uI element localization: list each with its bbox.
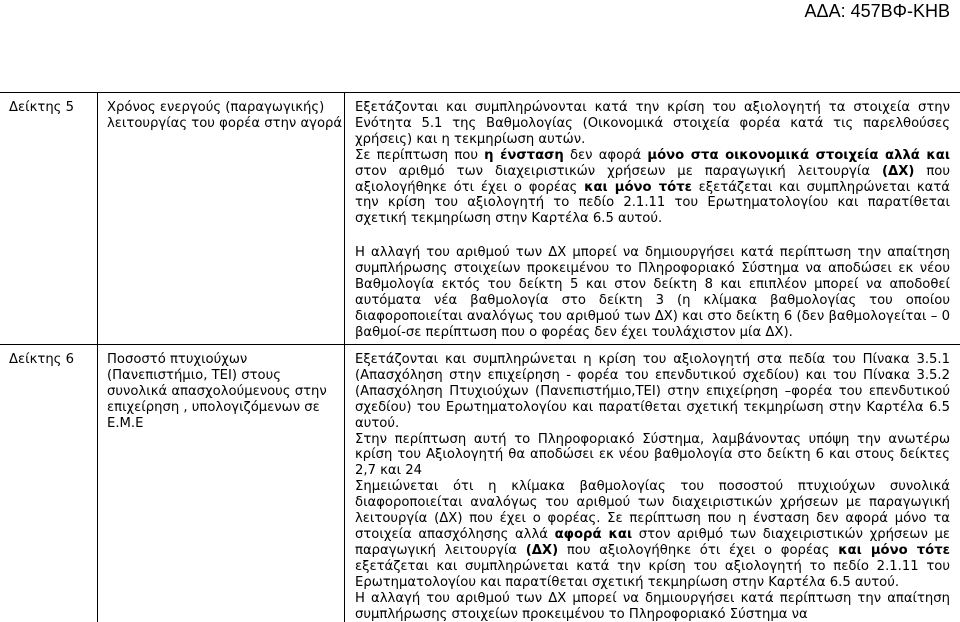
- text-run: στον αριθμό των διαχειριστικών χρήσεων με παραγωγική λειτουργία: [355, 526, 950, 558]
- indicator-description: Χρόνος ενεργούς (παραγωγικής) λειτουργίας του φορέα στην αγορά: [98, 93, 345, 345]
- indicator-instructions: [345, 345, 960, 622]
- paragraph-objection: [355, 148, 950, 228]
- emphasis: μόνο στα οικονομικά στοιχεία αλλά και: [647, 147, 950, 163]
- text-run: Σημειώνεται ότι η κλίμακα βαθμολογίας του ποσοστού πτυχιούχων συνολικά διαφοροποιείται αναλόγως του αριθμού των διαχειριστικών χρήσεων με παραγωγική λειτουργία (ΔΧ) που έχει ο φορέας. Σε περίπτωση που η ένσταση δεν αφορά μόνο τα στοιχεία απασχόλησης αλλά: [355, 479, 950, 542]
- table-row: [0, 345, 960, 622]
- text-run: που αξιολογήθηκε ότι έχει ο φορέας: [558, 542, 839, 558]
- text-run: δεν αφορά: [563, 147, 648, 163]
- ada-code: ΑΔΑ: 457ΒΦ-ΚΗΒ: [804, 1, 950, 21]
- paragraph: Εξετάζονται και συμπληρώνονται κατά την κρίση του αξιολογητή τα στοιχεία στην Ενότητα 5.1 της Βαθμολογίας (Οικονομικά στοιχεία φορέα κατά τις παρελθούσες χρήσεις) και η τεκμηρίωση αυτών.: [355, 100, 950, 147]
- text-run: εξετάζεται και συμπληρώνεται κατά την κρίση του αξιολογητή το πεδίο 2.1.11 του Ερωτηματολογίου και παρατίθεται σχετική τεκμηρίωση στην Καρτέλα 6.5 αυτού.: [355, 558, 950, 590]
- indicator-instructions: [345, 93, 960, 345]
- paragraph: Εξετάζονται και συμπληρώνεται η κρίση του αξιολογητή στα πεδία του Πίνακα 3.5.1 (Απασχόληση στην επιχείρηση - φορέα του επενδυτικού σχεδίου) και του Πίνακα 3.5.2 (Απασχόληση Πτυχιούχων (Πανεπιστήμιο,ΤΕΙ) στην επιχείρηση –φορέα του επενδυτικού σχεδίου) του Ερωτηματολογίου και παρατίθεται σχετική τεκμηρίωση στην Καρτέλα 6.5 αυτού.: [355, 352, 950, 431]
- emphasis: η ένσταση: [484, 147, 564, 163]
- paragraph: Στην περίπτωση αυτή το Πληροφοριακό Σύστημα, λαμβάνοντας υπόψη την ανωτέρω κρίση του Αξιολογητή θα αποδώσει εκ νέου βαθμολογία στο δείκτη 6 και στους δείκτες 2,7 και 24: [355, 431, 950, 479]
- text-run: στον αριθμό των διαχειριστικών χρήσεων με παραγωγική λειτουργία: [355, 163, 882, 179]
- paragraph-note: [355, 479, 950, 590]
- paragraph: Η αλλαγή του αριθμού των ΔΧ μπορεί να δημιουργήσει κατά περίπτωση την απαίτηση συμπλήρωσης στοιχείων προκειμένου το Πληροφοριακό Σύστημα να αποδώσει εκ νέου Βαθμολογία εκτός του δείκτη 5 και στον δείκτη 8 και επιπλέον μπορεί να αποδοθεί αυτόματα νέα βαθμολογία στο δείκτη 3 (η κλίμακα βαθμολογίας του οποίου διαφοροποιείται αναλόγως του αριθμού των ΔΧ) και στο δείκτη 6 (δεν βαθμολογείται – 0 βαθμοί-σε περίπτωση που ο φορέας δεν έχει τουλάχιστον μία ΔΧ).: [355, 245, 950, 340]
- table-row: [0, 93, 960, 345]
- paragraph: Η αλλαγή του αριθμού των ΔΧ μπορεί να δημιουργήσει κατά περίπτωση την απαίτηση συμπλήρωσης στοιχείων προκειμένου το Πληροφοριακό Σύστημα να: [355, 590, 950, 622]
- text-run: που αξιολογήθηκε ότι έχει ο φορέας: [355, 163, 950, 195]
- emphasis: και μόνο τότε: [584, 179, 692, 195]
- text-run: εξετάζεται και συμπληρώνεται κατά την κρίση του αξιολογητή το πεδίο 2.1.11 του Ερωτηματολογίου και παρατίθεται σχετική τεκμηρίωση στην Καρτέλα 6.5 αυτού.: [355, 179, 950, 227]
- emphasis: (ΔΧ): [525, 542, 559, 558]
- indicators-table: [0, 92, 960, 622]
- emphasis: αφορά και: [554, 526, 633, 542]
- indicator-label: Δείκτης 6: [0, 345, 98, 622]
- indicator-description: Ποσοστό πτυχιούχων (Πανεπιστήμιο, ΤΕΙ) στους συνολικά απασχολούμενους στην επιχείρηση , υπολογιζόμενων σε Ε.Μ.Ε: [98, 345, 345, 622]
- text-run: Σε περίπτωση που: [355, 147, 485, 163]
- emphasis: και μόνο τότε: [838, 542, 950, 558]
- indicator-label: Δείκτης 5: [0, 93, 98, 345]
- emphasis: (ΔΧ): [881, 163, 915, 179]
